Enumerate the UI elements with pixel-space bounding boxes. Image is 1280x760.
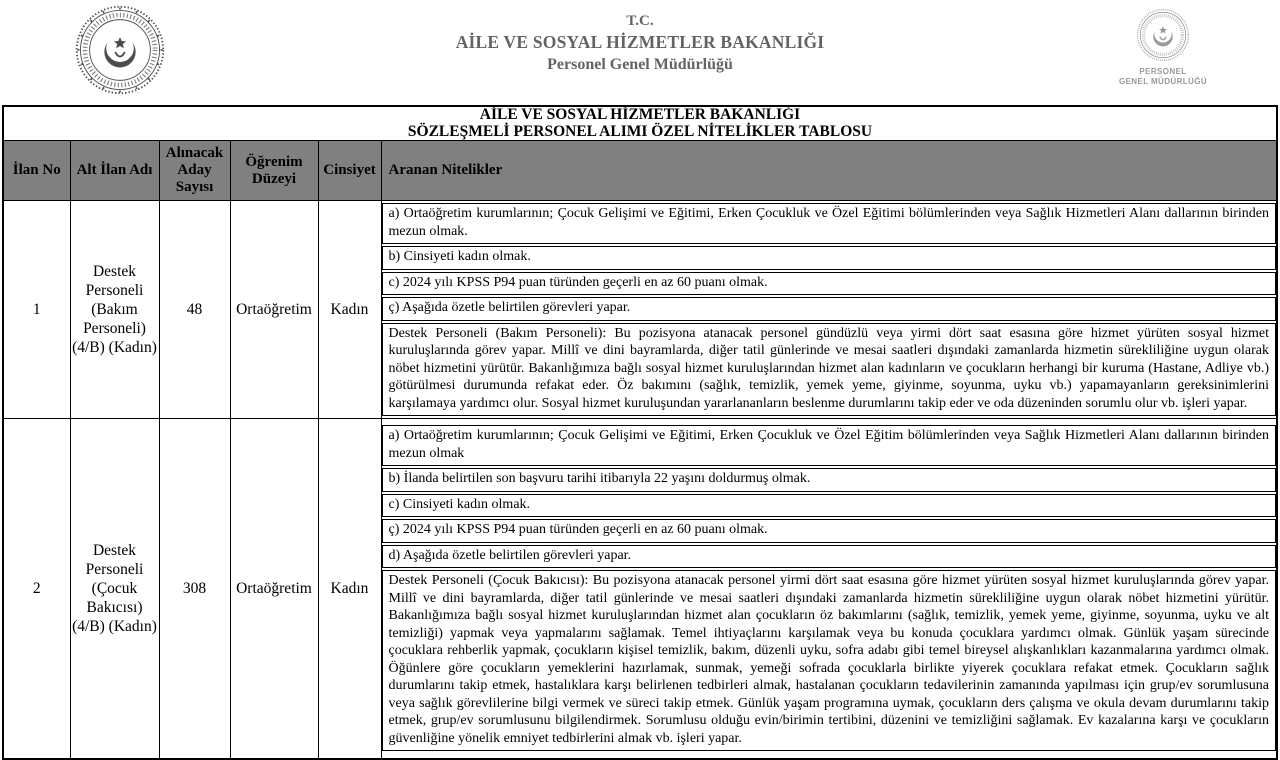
table-header-row [3, 141, 1277, 201]
pgm-seal-icon [1136, 8, 1190, 62]
row1-nitelik-c: c) 2024 yılı KPSS P94 puan türünden geçerli en az 60 puanı olmak. [382, 272, 1277, 296]
row2-nitelik-a: a) Ortaöğretim kurumlarının; Çocuk Gelişimi ve Eğitimi, Erken Çocukluk ve Özel Eğitim bölümlerinden veya Sağlık Hizmetleri Alanı dallarının birinden mezun olmak [382, 425, 1277, 466]
row2-nitelikler-cell [381, 419, 1277, 759]
table-row [3, 419, 1277, 759]
row1-gorev-paragraph: Destek Personeli (Bakım Personeli): Bu pozisyona atanacak personel gündüzlü veya yirmi dört saat esasına göre hizmet yürüten sosyal hizmet kuruluşlarında görev yapar. Millî ve dini bayramlarda, diğer tatil günlerinde ve mesai saatleri dışındaki zamanlarda hizmetin sürekliliğine uygun olarak nöbet hizmetini yürütür. Bakanlığımıza bağlı sosyal hizmet kuruluşlarından hizmet alan kadınların ve çocukların herhangi bir kuruma (Hastane, Adliye vb.) götürülmesi durumunda refakat eder. Öz bakımını (sağlık, temizlik, yemek yeme, giyinme, soyunma, uyku vb.) yapamayanların gereksinimlerini karşılamaya yardımcı olur. Sosyal hizmet kuruluşundan yararlananların beslenme durumlarını takip eder ve oda düzeninden sorumlu olur vb. işleri yapar. [382, 323, 1277, 417]
row1-nitelik-a: a) Ortaöğretim kurumlarının; Çocuk Gelişimi ve Eğitimi, Erken Çocukluk ve Özel Eğitimi bölümlerinden veya Sağlık Hizmetleri Alanı dallarının birinden mezun olmak. [382, 203, 1277, 244]
row1-aday-sayisi: 48 [159, 201, 230, 419]
row1-nitelik-c2: ç) Aşağıda özetle belirtilen görevleri yapar. [382, 297, 1277, 321]
row2-nitelik-c: c) Cinsiyeti kadın olmak. [382, 494, 1277, 518]
table-title-line2: SÖZLEŞMELİ PERSONEL ALIMI ÖZEL NİTELİKLER TABLOSU [407, 122, 873, 140]
row2-nitelik-d: d) Aşağıda özetle belirtilen görevleri yapar. [382, 545, 1277, 569]
table-title-row [3, 106, 1277, 141]
col-header-nitelikler: Aranan Nitelikler [381, 141, 1277, 201]
row2-alt-ilan-adi: Destek Personeli (Çocuk Bakıcısı) (4/B) (Kadın) [70, 419, 159, 759]
row2-ogrenim-duzeyi: Ortaöğretim [230, 419, 318, 759]
row1-cinsiyet: Kadın [318, 201, 381, 419]
pgm-logo-block [1118, 8, 1208, 87]
row2-gorev-paragraph: Destek Personeli (Çocuk Bakıcısı): Bu pozisyona atanacak personel yirmi dört saat esasına göre hizmet yürüten sosyal hizmet kuruluşlarında görev yapar. Millî ve dini bayramlarda, diğer tatil günlerinde ve mesai saatleri dışındaki zamanlarda hizmetin sürekliliğine uygun olarak nöbet hizmetini yürütür. Bakanlığımıza bağlı sosyal hizmet kuruluşlarından hizmet alan çocukların öz bakımlarını (sağlık, temizlik, yemek yeme, giyinme, soyunma, uyku ve alt temizliği) yapmak veya yapmalarını sağlamak. Temel ihtiyaçlarını karşılamak veya bu konuda çocuklara yardımcı olmak. Günlük yaşam sürecinde çocuklara rehberlik yapmak, çocukların kişisel temizlik, bakım, düzenli uyku, sofra adabı gibi temel bireysel alışkanlıkları kazanmalarına yardımcı olmak. Öğünlere göre çocukların yemeklerini hazırlamak, sunmak, yemeği sofrada çocuklarla birlikte yiyerek çocuklara refakat etmek. Çocukların sağlık durumlarını takip etmek, hastalıklara karşı belirlenen tedbirleri almak, hastalanan çocukların tedavilerinin zamanında yapılması için grup/ev sorumlusuna veya sağlık görevlilerine bilgi vermek ve süreci takip etmek. Günlük yaşam programına uymak, çocukların ders çalışma ve okula devam durumlarını takip etmek, grup/ev sorumlusunu bilgilendirmek. Sorumlusu olduğu evin/birimin tertibini, düzenini ve temizliğini sağlamak. Ev kazalarına karşı ve çocukların güvenliğine yönelik emniyet tedbirlerini almak vb. işleri yapar. [382, 570, 1277, 751]
col-header-ilan-no: İlan No [3, 141, 70, 201]
col-header-ogrenim-duzeyi: Öğrenim Düzeyi [230, 141, 318, 201]
row1-alt-ilan-adi: Destek Personeli (Bakım Personeli) (4/B) (Kadın) [70, 201, 159, 419]
qualifications-table [2, 105, 1278, 760]
letterhead [0, 0, 1280, 105]
row1-ilan-no: 1 [3, 201, 70, 419]
pgm-caption-line2: GENEL MÜDÜRLÜĞÜ [1118, 77, 1208, 86]
table-row [3, 201, 1277, 419]
letterhead-ministry-name: AİLE VE SOSYAL HİZMETLER BAKANLIĞI [455, 32, 825, 52]
col-header-aday-sayisi: Alınacak Aday Sayısı [159, 141, 230, 201]
col-header-alt-ilan-adi: Alt İlan Adı [70, 141, 159, 201]
letterhead-department-name: Personel Genel Müdürlüğü [547, 56, 733, 73]
row2-ilan-no: 2 [3, 419, 70, 759]
table-title-line1: AİLE VE SOSYAL HİZMETLER BAKANLIĞI [479, 106, 801, 123]
pgm-caption-line1: PERSONEL [1139, 67, 1187, 76]
row2-aday-sayisi: 308 [159, 419, 230, 759]
row1-nitelik-b: b) Cinsiyeti kadın olmak. [382, 246, 1277, 270]
col-header-cinsiyet: Cinsiyet [318, 141, 381, 201]
row2-cinsiyet: Kadın [318, 419, 381, 759]
row2-nitelik-c2: ç) 2024 yılı KPSS P94 puan türünden geçerli en az 60 puanı olmak. [382, 519, 1277, 543]
row2-nitelik-b: b) İlanda belirtilen son başvuru tarihi itibarıyla 22 yaşını doldurmuş olmak. [382, 468, 1277, 492]
letterhead-tc: T.C. [626, 13, 654, 29]
table-title-cell [3, 106, 1277, 141]
letterhead-text [0, 12, 1280, 75]
row1-ogrenim-duzeyi: Ortaöğretim [230, 201, 318, 419]
row1-nitelikler-cell [381, 201, 1277, 419]
